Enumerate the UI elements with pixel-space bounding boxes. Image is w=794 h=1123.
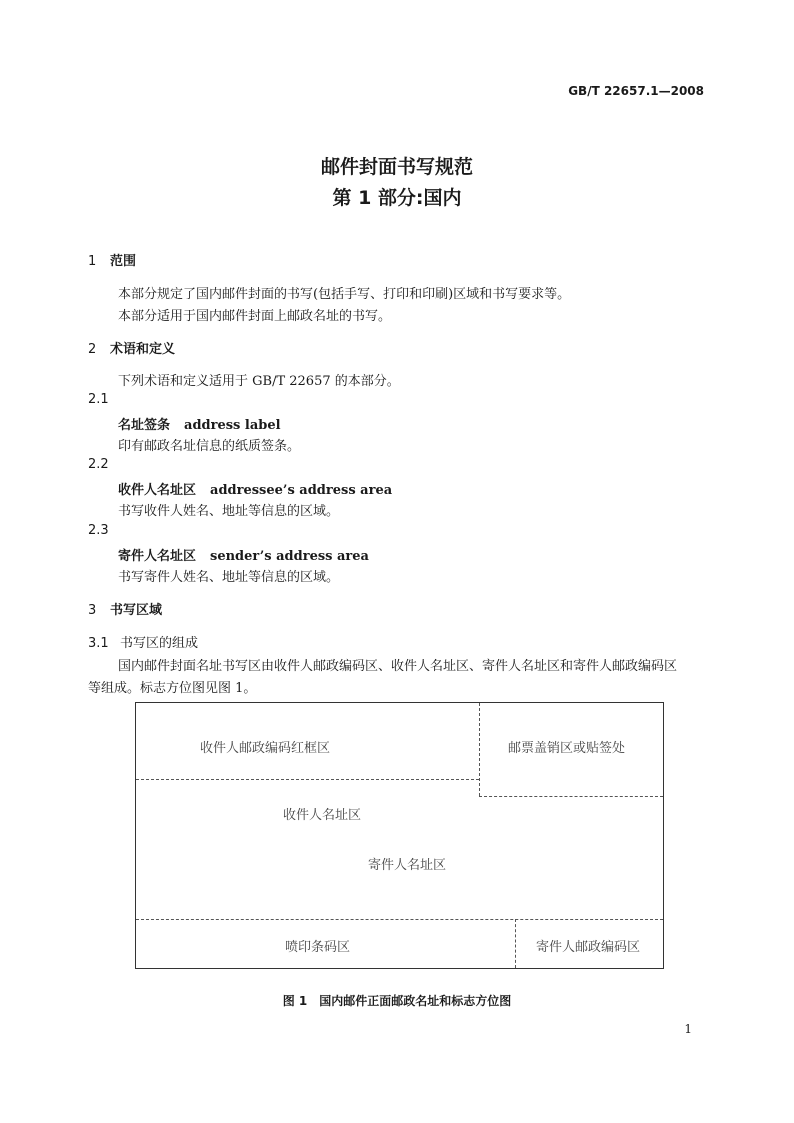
term-number: 2.3: [88, 523, 109, 538]
section-title: 术语和定义: [110, 342, 176, 357]
figure-caption: 图 1 国内邮件正面邮政名址和标志方位图: [282, 994, 512, 1008]
paragraph: 国内邮件封面名址书写区由收件人邮政编码区、收件人名址区、寄件人名址区和寄件人邮政编码区: [118, 659, 678, 674]
divider: [515, 919, 516, 968]
term-heading: [118, 414, 281, 433]
subsection-title: 书写区的组成: [120, 636, 199, 651]
divider: [479, 703, 480, 796]
term-en: addressee’s address area: [210, 483, 393, 498]
section-title: 范围: [110, 254, 137, 269]
section-number: 3: [88, 603, 97, 618]
sender-address-zone: 寄件人名址区: [368, 858, 447, 873]
term-en: address label: [184, 418, 281, 433]
section-number: 2: [88, 342, 97, 357]
paragraph: 下列术语和定义适用于 GB/T 22657 的本部分。: [118, 374, 400, 389]
subsection-number: 3.1: [88, 636, 109, 651]
term-zh: 收件人名址区: [118, 483, 197, 498]
stamp-zone: 邮票盖销区或贴签处: [508, 741, 626, 756]
term-en: sender’s address area: [210, 549, 369, 564]
paragraph: 本部分规定了国内邮件封面的书写(包括手写、打印和印刷)区域和书写要求等。: [118, 287, 571, 302]
term-zh: 寄件人名址区: [118, 549, 197, 564]
section-number: 1: [88, 254, 97, 269]
term-heading: [118, 479, 392, 498]
section-heading-3: [88, 599, 162, 618]
term-number: 2.2: [88, 457, 109, 472]
term-number: 2.1: [88, 392, 109, 407]
recipient-postcode-zone: 收件人邮政编码红框区: [200, 741, 331, 756]
term-heading: [118, 545, 369, 564]
section-heading-2: [88, 338, 175, 357]
divider: [136, 919, 663, 920]
sender-postcode-zone: 寄件人邮政编码区: [536, 940, 641, 955]
term-zh: 名址签条: [118, 418, 171, 433]
term-definition: 书写寄件人姓名、地址等信息的区域。: [118, 570, 340, 585]
document-title: 邮件封面书写规范: [320, 156, 473, 178]
term-definition: 印有邮政名址信息的纸质签条。: [118, 439, 301, 454]
section-title: 书写区域: [110, 603, 163, 618]
term-definition: 书写收件人姓名、地址等信息的区域。: [118, 504, 340, 519]
barcode-zone: 喷印条码区: [285, 940, 351, 955]
paragraph: 本部分适用于国内邮件封面上邮政名址的书写。: [118, 309, 392, 324]
document-subtitle: 第 1 部分:国内: [332, 187, 462, 209]
section-heading-1: [88, 250, 136, 269]
page-number: 1: [684, 1022, 692, 1036]
recipient-address-zone: 收件人名址区: [283, 808, 362, 823]
paragraph-continuation: 等组成。标志方位图见图 1。: [88, 681, 257, 696]
divider: [479, 796, 663, 797]
subsection-heading: [88, 632, 198, 651]
divider: [136, 779, 479, 780]
standard-number: GB/T 22657.1—2008: [568, 84, 704, 98]
address-layout-figure: [135, 702, 664, 969]
